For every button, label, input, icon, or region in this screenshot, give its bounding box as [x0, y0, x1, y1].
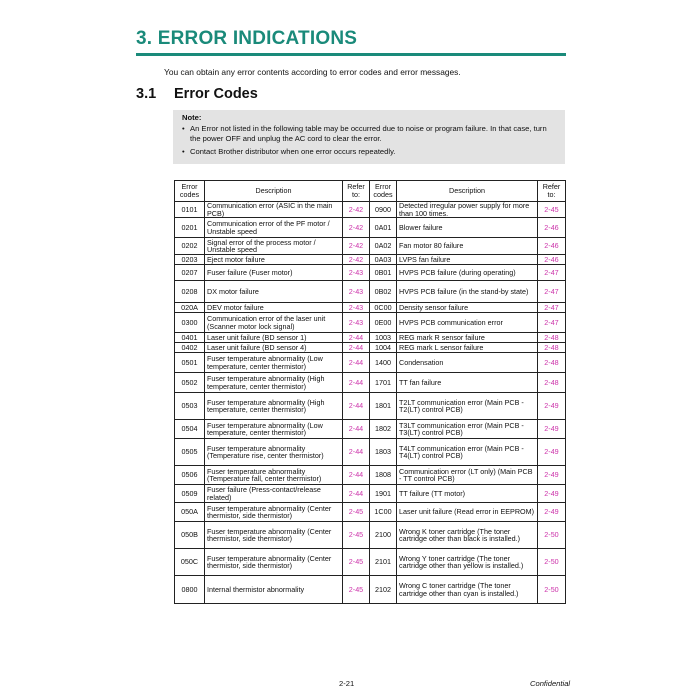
description-cell: HVPS PCB failure (during operating)	[397, 265, 538, 281]
error-code-cell: 2101	[370, 549, 397, 576]
error-code-cell: 0401	[175, 333, 205, 343]
table-row	[175, 281, 566, 303]
description-cell: Communication error of the PF motor / Unstable speed	[205, 218, 343, 238]
error-code-cell: 0A02	[370, 238, 397, 255]
error-code-cell: 2100	[370, 522, 397, 549]
refer-to-cell[interactable]: 2-49	[538, 503, 566, 522]
error-code-cell: 1801	[370, 393, 397, 420]
note-bullet	[182, 124, 556, 144]
description-cell: Wrong Y toner cartridge (The toner cartridge other than yellow is installed.)	[397, 549, 538, 576]
error-code-cell: 0509	[175, 485, 205, 503]
table-row	[175, 343, 566, 353]
description-cell: DEV motor failure	[205, 303, 343, 313]
error-code-cell: 0101	[175, 202, 205, 218]
error-code-table	[174, 180, 566, 604]
description-cell: HVPS PCB failure (in the stand-by state)	[397, 281, 538, 303]
description-cell: DX motor failure	[205, 281, 343, 303]
section-title-rule	[136, 53, 566, 56]
description-cell: Wrong C toner cartridge (The toner cartridge other than cyan is installed.)	[397, 576, 538, 604]
table-row	[175, 255, 566, 265]
description-cell: Fuser temperature abnormality (Low temperature, center thermistor)	[205, 420, 343, 439]
refer-to-cell[interactable]: 2-46	[538, 238, 566, 255]
description-cell: Fuser temperature abnormality (Center thermistor, side thermistor)	[205, 503, 343, 522]
refer-to-cell[interactable]: 2-44	[343, 353, 370, 373]
refer-to-cell[interactable]: 2-50	[538, 576, 566, 604]
table-row	[175, 393, 566, 420]
table-row	[175, 439, 566, 466]
description-cell: Fuser temperature abnormality (High temperature, center thermistor)	[205, 393, 343, 420]
error-code-cell: 1701	[370, 373, 397, 393]
error-code-cell: 1400	[370, 353, 397, 373]
note-bullet-text: Contact Brother distributor when one error occurs repeatedly.	[190, 147, 396, 156]
refer-to-cell[interactable]: 2-50	[538, 549, 566, 576]
description-cell: Communication error (LT only) (Main PCB - TT control PCB)	[397, 466, 538, 485]
error-code-cell: 050C	[175, 549, 205, 576]
description-cell: Eject motor failure	[205, 255, 343, 265]
table-row	[175, 313, 566, 333]
description-cell: Blower failure	[397, 218, 538, 238]
description-cell: TT failure (TT motor)	[397, 485, 538, 503]
refer-to-cell[interactable]: 2-46	[538, 218, 566, 238]
error-code-cell: 0A03	[370, 255, 397, 265]
description-cell: Fuser temperature abnormality (High temperature, center thermistor)	[205, 373, 343, 393]
subsection-heading	[136, 86, 258, 102]
section-intro: You can obtain any error contents according to error codes and error messages.	[164, 67, 461, 77]
description-cell: LVPS fan failure	[397, 255, 538, 265]
refer-to-cell[interactable]: 2-43	[343, 313, 370, 333]
refer-to-cell[interactable]: 2-46	[538, 255, 566, 265]
description-cell: Fuser failure (Press-contact/release related)	[205, 485, 343, 503]
description-cell: Laser unit failure (Read error in EEPROM)	[397, 503, 538, 522]
description-cell: Communication error of the laser unit (Scanner motor lock signal)	[205, 313, 343, 333]
refer-to-cell[interactable]: 2-45	[343, 576, 370, 604]
error-code-cell: 0503	[175, 393, 205, 420]
bullet-dot: •	[182, 124, 185, 133]
error-code-cell: 1802	[370, 420, 397, 439]
refer-to-cell[interactable]: 2-47	[538, 281, 566, 303]
error-code-cell: 0502	[175, 373, 205, 393]
description-cell: TT fan failure	[397, 373, 538, 393]
table-row	[175, 549, 566, 576]
error-code-cell: 1803	[370, 439, 397, 466]
description-cell: Fuser temperature abnormality (Temperature fall, center thermistor)	[205, 466, 343, 485]
error-code-cell: 1808	[370, 466, 397, 485]
refer-to-cell[interactable]: 2-44	[343, 439, 370, 466]
error-code-cell: 1003	[370, 333, 397, 343]
refer-to-cell[interactable]: 2-44	[343, 393, 370, 420]
error-code-cell: 050A	[175, 503, 205, 522]
refer-to-cell[interactable]: 2-45	[538, 202, 566, 218]
table-row	[175, 303, 566, 313]
section-title: 3. ERROR INDICATIONS	[136, 28, 358, 49]
error-code-cell: 1C00	[370, 503, 397, 522]
table-row	[175, 202, 566, 218]
error-code-cell: 0800	[175, 576, 205, 604]
refer-to-cell[interactable]: 2-48	[538, 373, 566, 393]
error-code-cell: 0C00	[370, 303, 397, 313]
error-code-cell: 0202	[175, 238, 205, 255]
note-bullet-text: An Error not listed in the following table may be occurred due to noise or program failure. In that case, turn the power OFF and unplug the AC cord to clear the error.	[190, 124, 547, 143]
error-code-cell: 050B	[175, 522, 205, 549]
note-bullet	[182, 147, 556, 157]
table-row	[175, 265, 566, 281]
description-cell: HVPS PCB communication error	[397, 313, 538, 333]
table-row	[175, 522, 566, 549]
table-row	[175, 373, 566, 393]
error-code-cell: 0A01	[370, 218, 397, 238]
note-box	[173, 110, 565, 164]
error-code-cell: 0300	[175, 313, 205, 333]
subsection-number: 3.1	[136, 86, 157, 102]
refer-to-cell[interactable]: 2-42	[343, 218, 370, 238]
error-code-cell: 0900	[370, 202, 397, 218]
table-row	[175, 466, 566, 485]
error-code-cell: 0201	[175, 218, 205, 238]
refer-to-cell[interactable]: 2-44	[343, 373, 370, 393]
description-cell: Communication error (ASIC in the main PCB)	[205, 202, 343, 218]
refer-to-cell[interactable]: 2-42	[343, 238, 370, 255]
header-refer-to: Refer to:	[343, 181, 370, 202]
table-header-row	[175, 181, 566, 202]
refer-to-cell[interactable]: 2-45	[343, 503, 370, 522]
refer-to-cell[interactable]: 2-44	[343, 420, 370, 439]
description-cell: Signal error of the process motor / Unstable speed	[205, 238, 343, 255]
header-description: Description	[205, 181, 343, 202]
error-code-cell: 0203	[175, 255, 205, 265]
refer-to-cell[interactable]: 2-49	[538, 393, 566, 420]
table-row	[175, 503, 566, 522]
refer-to-cell[interactable]: 2-49	[538, 466, 566, 485]
error-code-cell: 0B01	[370, 265, 397, 281]
description-cell: Fan motor 80 failure	[397, 238, 538, 255]
description-cell: Fuser temperature abnormality (Temperature rise, center thermistor)	[205, 439, 343, 466]
table-body	[175, 202, 566, 604]
refer-to-cell[interactable]: 2-44	[343, 343, 370, 353]
description-cell: Detected irregular power supply for more than 100 times.	[397, 202, 538, 218]
confidential-label: Confidential	[530, 679, 571, 688]
refer-to-cell[interactable]: 2-45	[343, 522, 370, 549]
error-code-cell: 020A	[175, 303, 205, 313]
header-error-codes: Error codes	[370, 181, 397, 202]
table-row	[175, 420, 566, 439]
description-cell: Laser unit failure (BD sensor 1)	[205, 333, 343, 343]
error-code-cell: 0E00	[370, 313, 397, 333]
refer-to-cell[interactable]: 2-48	[538, 353, 566, 373]
description-cell: Fuser failure (Fuser motor)	[205, 265, 343, 281]
refer-to-cell[interactable]: 2-49	[538, 420, 566, 439]
description-cell: Density sensor failure	[397, 303, 538, 313]
refer-to-cell[interactable]: 2-48	[538, 333, 566, 343]
refer-to-cell[interactable]: 2-44	[343, 333, 370, 343]
refer-to-cell[interactable]: 2-47	[538, 265, 566, 281]
error-code-cell: 0207	[175, 265, 205, 281]
header-refer-to: Refer to:	[538, 181, 566, 202]
error-code-cell: 1901	[370, 485, 397, 503]
refer-to-cell[interactable]: 2-47	[538, 313, 566, 333]
refer-to-cell[interactable]: 2-42	[343, 202, 370, 218]
description-cell: T2LT communication error (Main PCB - T2(LT) control PCB)	[397, 393, 538, 420]
refer-to-cell[interactable]: 2-47	[538, 303, 566, 313]
page-number: 2-21	[339, 679, 355, 688]
refer-to-cell[interactable]: 2-45	[343, 549, 370, 576]
description-cell: Fuser temperature abnormality (Center thermistor, side thermistor)	[205, 549, 343, 576]
error-code-cell: 0506	[175, 466, 205, 485]
bullet-dot: •	[182, 147, 185, 156]
table-row	[175, 353, 566, 373]
description-cell: Fuser temperature abnormality (Low temperature, center thermistor)	[205, 353, 343, 373]
refer-to-cell[interactable]: 2-50	[538, 522, 566, 549]
table-row	[175, 576, 566, 604]
error-code-cell: 0504	[175, 420, 205, 439]
description-cell: REG mark L sensor failure	[397, 343, 538, 353]
description-cell: T3LT communication error (Main PCB - T3(LT) control PCB)	[397, 420, 538, 439]
refer-to-cell[interactable]: 2-49	[538, 439, 566, 466]
note-title: Note:	[182, 113, 202, 122]
description-cell: T4LT communication error (Main PCB - T4(LT) control PCB)	[397, 439, 538, 466]
refer-to-cell[interactable]: 2-44	[343, 485, 370, 503]
table-row	[175, 333, 566, 343]
refer-to-cell[interactable]: 2-49	[538, 485, 566, 503]
error-code-cell: 0505	[175, 439, 205, 466]
table-row	[175, 238, 566, 255]
refer-to-cell[interactable]: 2-43	[343, 303, 370, 313]
header-error-codes: Error codes	[175, 181, 205, 202]
description-cell: Internal thermistor abnormality	[205, 576, 343, 604]
error-code-cell: 0501	[175, 353, 205, 373]
error-code-cell: 0208	[175, 281, 205, 303]
refer-to-cell[interactable]: 2-43	[343, 265, 370, 281]
table-row	[175, 485, 566, 503]
refer-to-cell[interactable]: 2-42	[343, 255, 370, 265]
error-code-cell: 0B02	[370, 281, 397, 303]
error-code-cell: 1004	[370, 343, 397, 353]
description-cell: Fuser temperature abnormality (Center thermistor, side thermistor)	[205, 522, 343, 549]
subsection-title: Error Codes	[174, 86, 258, 102]
refer-to-cell[interactable]: 2-43	[343, 281, 370, 303]
error-code-cell: 2102	[370, 576, 397, 604]
description-cell: Laser unit failure (BD sensor 4)	[205, 343, 343, 353]
description-cell: REG mark R sensor failure	[397, 333, 538, 343]
header-description: Description	[397, 181, 538, 202]
error-code-cell: 0402	[175, 343, 205, 353]
refer-to-cell[interactable]: 2-48	[538, 343, 566, 353]
refer-to-cell[interactable]: 2-44	[343, 466, 370, 485]
description-cell: Condensation	[397, 353, 538, 373]
description-cell: Wrong K toner cartridge (The toner cartridge other than black is installed.)	[397, 522, 538, 549]
table-row	[175, 218, 566, 238]
